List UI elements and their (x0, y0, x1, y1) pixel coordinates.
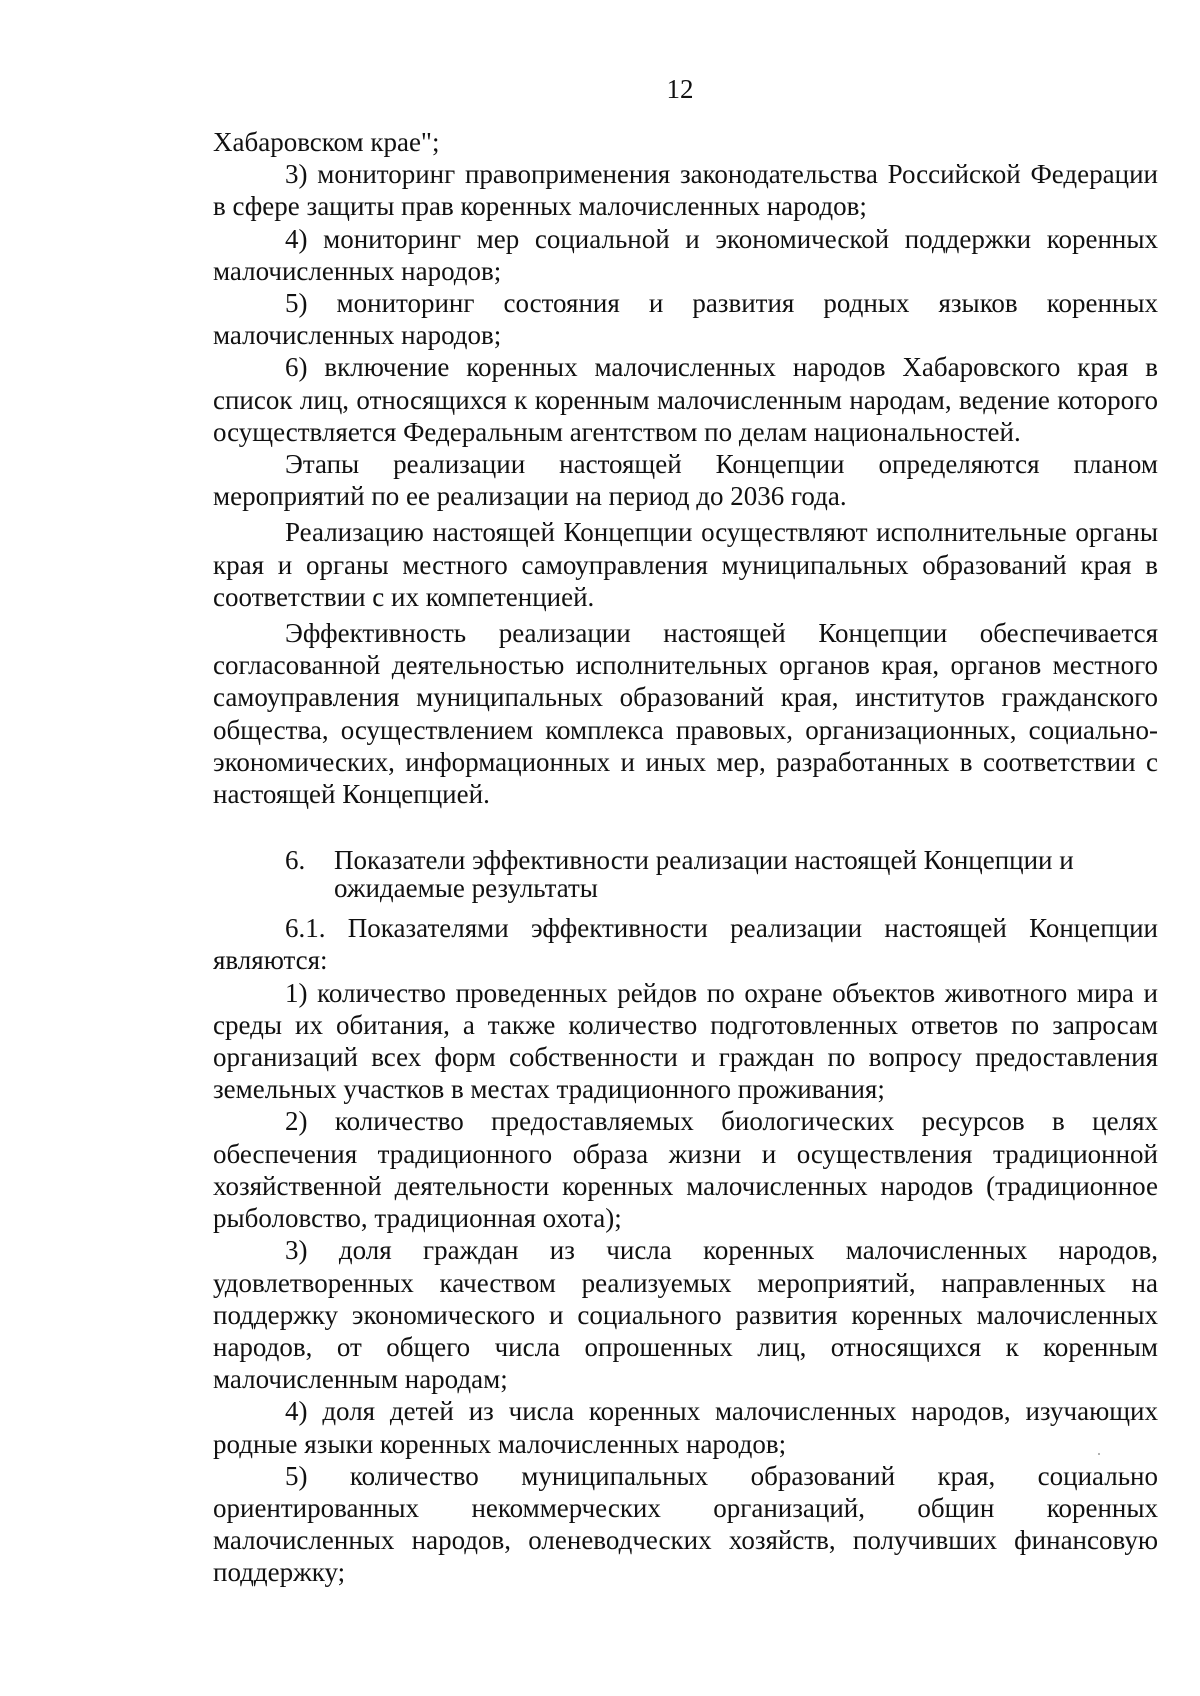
section-title-line1: Показатели эффективности реализации настоящей Концепции и (334, 845, 1074, 876)
page-number: 12 (666, 74, 694, 104)
document-body (213, 126, 1158, 1589)
indicator-item-4: 4) доля детей из числа коренных малочисленных народов, изучающих родные языки коренных малочисленных народов; (213, 1396, 1158, 1459)
indicator-item-2: 2) количество предоставляемых биологических ресурсов в целях обеспечения традиционного образа жизни и осуществления традиционной хозяйственной деятельности коренных малочисленных народов (традиционное рыболовство, традиционная охота); (213, 1106, 1158, 1234)
list-item-5-monitoring-languages: 5) мониторинг состояния и развития родных языков коренных малочисленных народов; (213, 288, 1158, 351)
section-heading (213, 846, 1158, 902)
indicator-item-1: 1) количество проведенных рейдов по охране объектов животного мира и среды их обитания, а также количество подготовленных ответов по запросам организаций всех форм собственности и граждан по вопросу предоставления земельных участков в местах традиционного проживания; (213, 977, 1158, 1105)
paragraph-continuation: Хабаровском крае"; (213, 127, 440, 157)
paragraph-effectiveness: Эффективность реализации настоящей Концепции обеспечивается согласованной деятельностью исполнительных органов края, органов местного самоуправления муниципальных образований края, институтов гражданского общества, осуществлением комплекса правовых, организационных, социально-экономических, информационных и иных мер, разработанных в соответствии с настоящей Концепцией. (213, 618, 1158, 810)
indicator-item-3: 3) доля граждан из числа коренных малочисленных народов, удовлетворенных качеством реализуемых мероприятий, направленных на поддержку экономического и социального развития коренных малочисленных народов, от общего числа опрошенных лиц, относящихся к коренным малочисленным народам; (213, 1235, 1158, 1395)
section-number: 6. (285, 845, 306, 876)
paragraph-implementation: Реализацию настоящей Концепции осуществляют исполнительные органы края и органы местного самоуправления муниципальных образований края в соответствии с их компетенцией. (213, 517, 1158, 612)
scan-speck (1098, 1453, 1100, 1455)
section-title-line2: ожидаемые результаты (334, 873, 598, 904)
paragraph-indicators-intro: 6.1. Показателями эффективности реализации настоящей Концепции являются: (213, 913, 1158, 976)
list-item-6-inclusion: 6) включение коренных малочисленных народов Хабаровского края в список лиц, относящихся к коренным малочисленным народам, ведение которого осуществляется Федеральным агентством по делам национальностей. (213, 352, 1158, 447)
list-item-4-monitoring-support: 4) мониторинг мер социальной и экономической поддержки коренных малочисленных народов; (213, 223, 1158, 286)
paragraph-stages: Этапы реализации настоящей Концепции определяются планом мероприятий по ее реализации на период до 2036 года. (213, 449, 1158, 512)
indicator-item-5: 5) количество муниципальных образований края, социально ориентированных некоммерческих организаций, общин коренных малочисленных народов, оленеводческих хозяйств, получивших финансовую поддержку; (213, 1460, 1158, 1588)
list-item-3-monitoring-law: 3) мониторинг правоприменения законодательства Российской Федерации в сфере защиты прав коренных малочисленных народов; (213, 159, 1158, 222)
